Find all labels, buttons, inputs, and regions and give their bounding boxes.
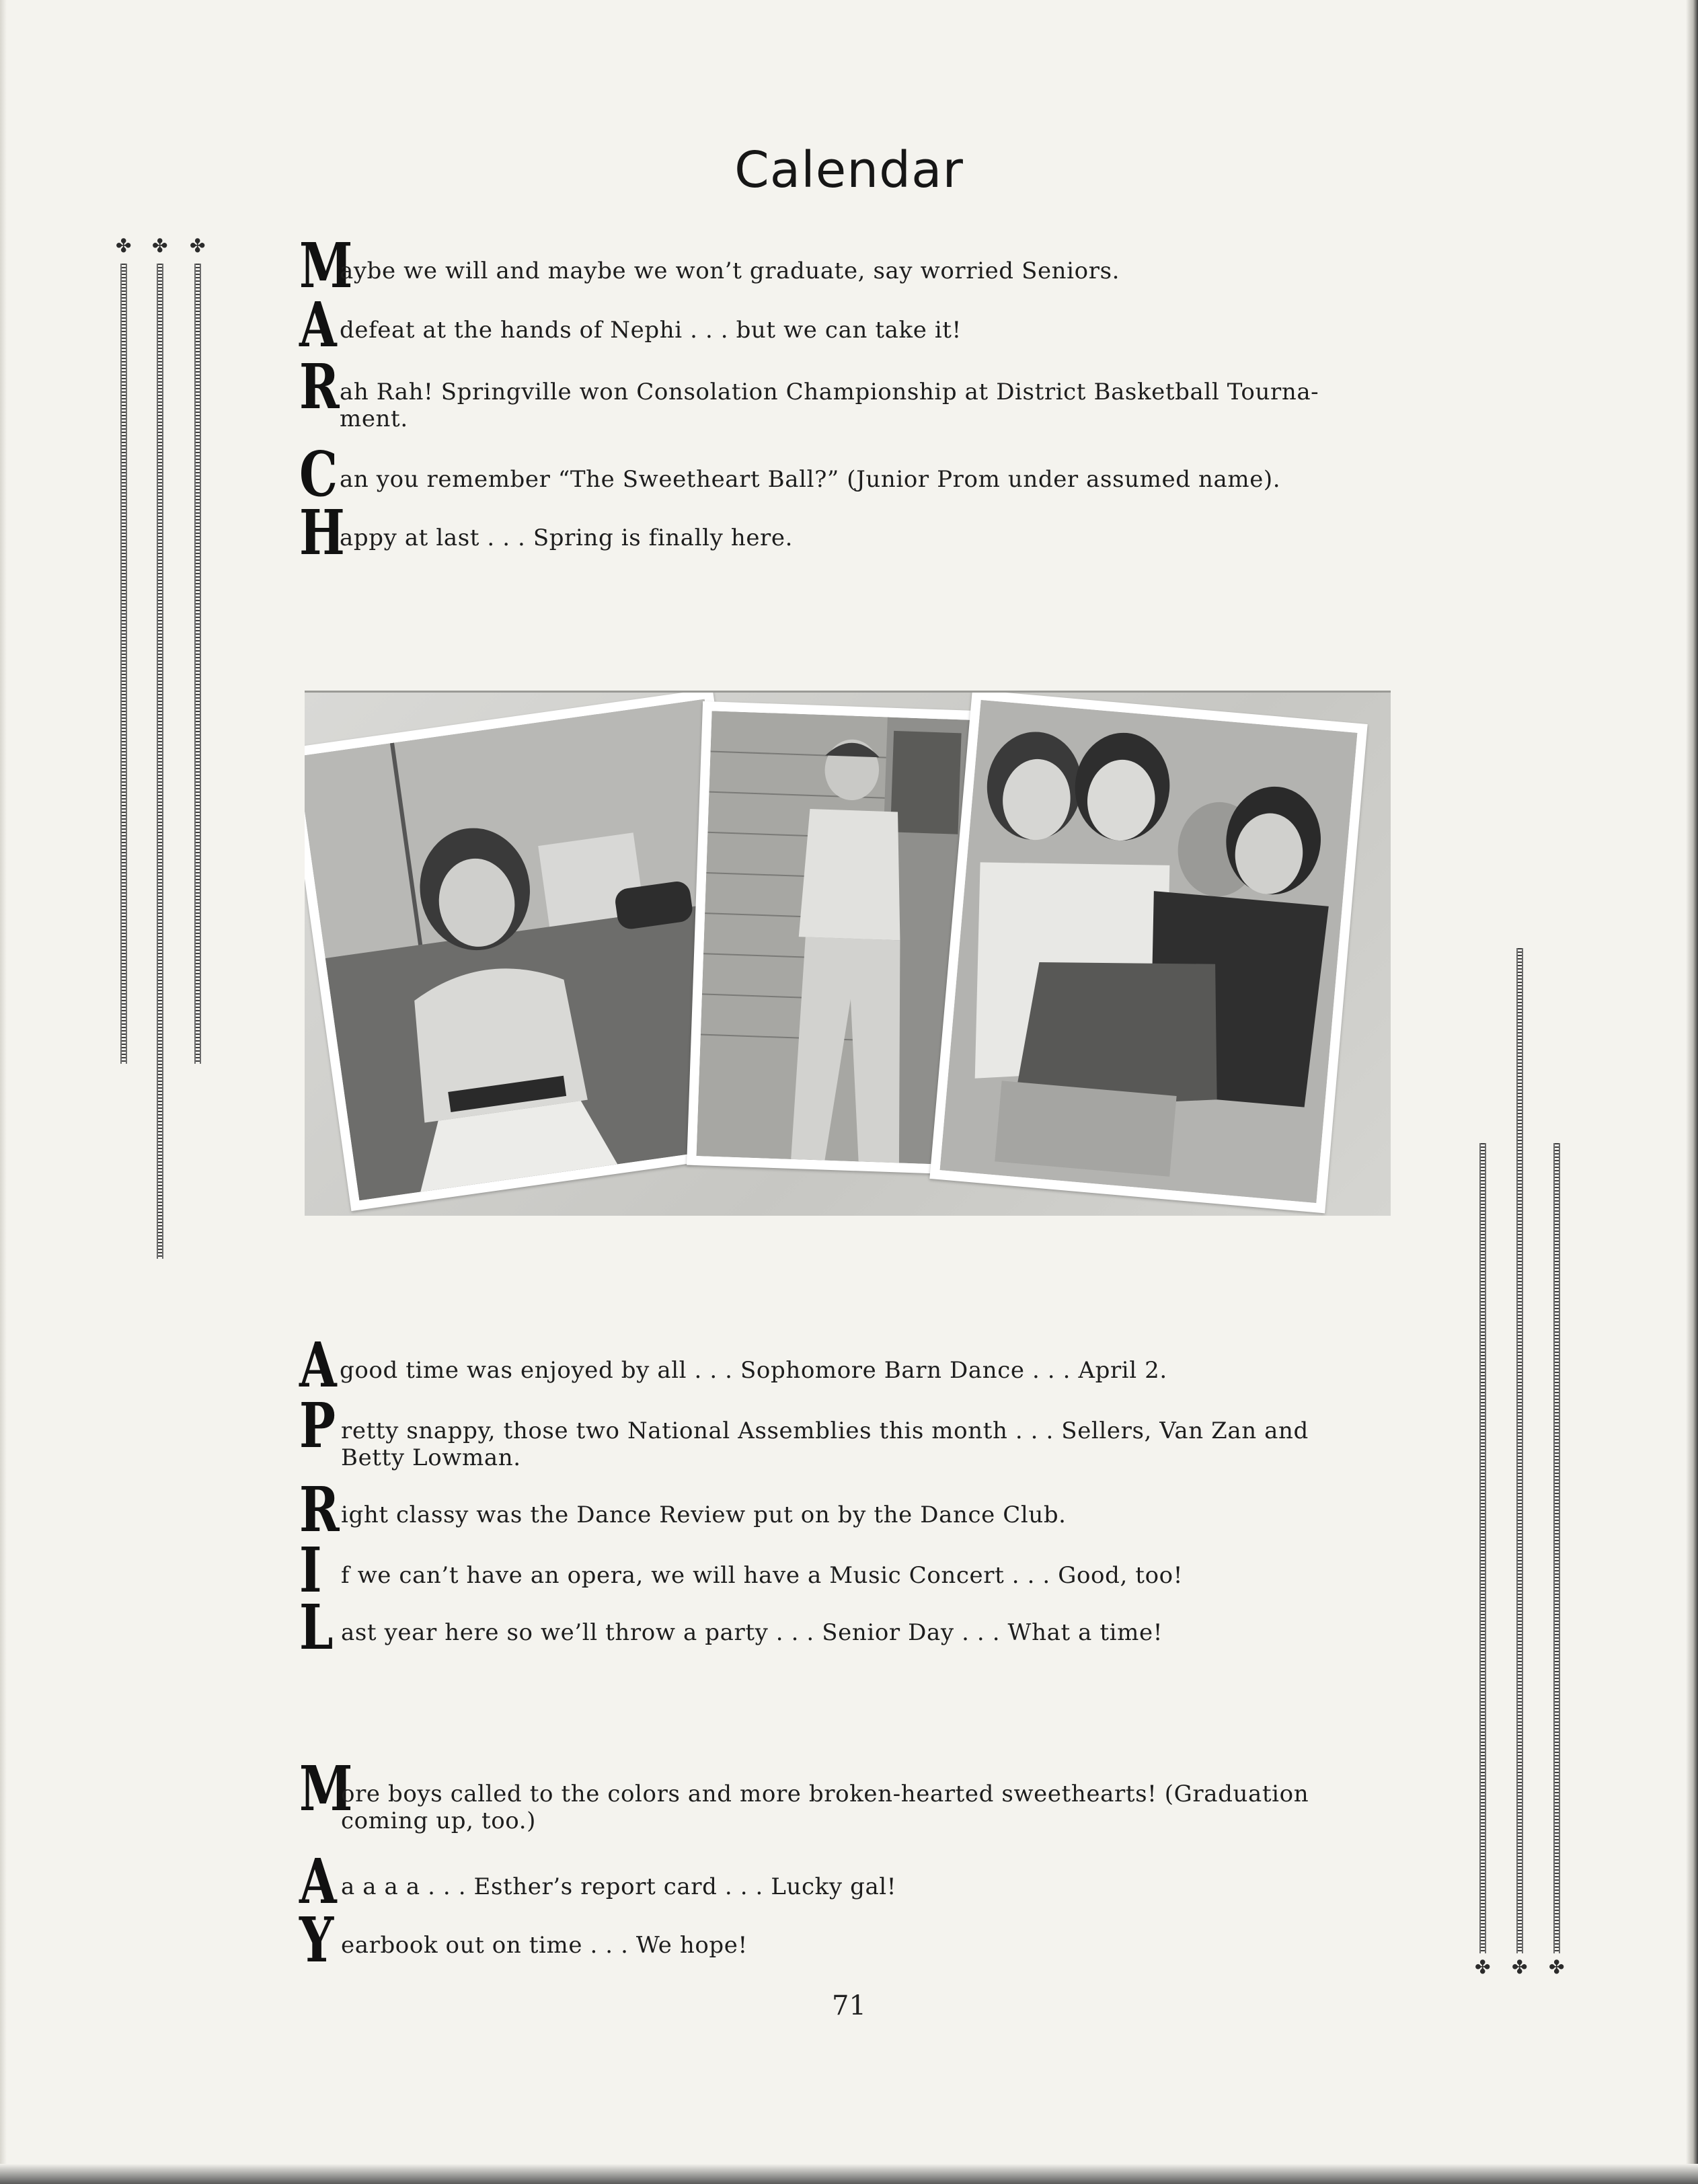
entry-text: ight classy was the Dance Review put on by the Dance Club. — [341, 1502, 1067, 1528]
entry-text-continued: Betty Lowman. — [341, 1444, 521, 1471]
entry-text: retty snappy, those two National Assemblies this month . . . Sellers, Van Zan and — [341, 1417, 1309, 1444]
ornament-icon: ✤ — [1549, 1956, 1565, 1978]
photo-four-girls-hugging — [929, 691, 1367, 1213]
entry-text: appy at last . . . Spring is finally here. — [340, 524, 794, 551]
decorative-rule — [1553, 1143, 1560, 1953]
decorative-rule — [1516, 948, 1523, 1953]
page-title: Calendar — [734, 141, 964, 199]
initial-letter: M — [299, 229, 353, 302]
calendar-entry — [299, 1473, 1392, 1546]
initial-letter: P — [299, 1389, 336, 1462]
entry-text: aybe we will and maybe we won’t graduate, say worried Seniors. — [340, 258, 1120, 284]
initial-letter: A — [299, 1845, 337, 1918]
calendar-entry — [299, 350, 1392, 434]
calendar-entry — [299, 1752, 1392, 1836]
initial-letter: R — [299, 350, 340, 423]
decorative-rule — [157, 264, 163, 1259]
decorative-rule — [1479, 1143, 1486, 1953]
page-edge-right — [1686, 0, 1698, 2184]
decorative-rule — [194, 264, 201, 1064]
calendar-entry — [299, 229, 1392, 302]
entry-text: earbook out on time . . . We hope! — [341, 1932, 748, 1959]
ornament-icon: ✤ — [1475, 1956, 1491, 1978]
page-number: 71 — [832, 1990, 866, 2021]
initial-letter: A — [299, 1329, 337, 1401]
page-edge-bottom — [0, 2164, 1698, 2184]
initial-letter: I — [299, 1534, 322, 1606]
initial-letter: R — [299, 1473, 340, 1546]
ornament-icon: ✤ — [190, 235, 206, 257]
calendar-entry — [299, 438, 1392, 510]
initial-letter: Y — [299, 1904, 334, 1976]
initial-letter: L — [299, 1591, 334, 1664]
initial-letter: H — [299, 496, 345, 569]
entry-text: ast year here so we’ll throw a party . . . Senior Day . . . What a time! — [341, 1619, 1163, 1646]
page-edge-left — [0, 0, 7, 2184]
photo-collage — [305, 691, 1391, 1216]
calendar-entry — [299, 288, 1392, 361]
calendar-entry — [299, 1845, 1392, 1918]
calendar-entry — [299, 1904, 1392, 1976]
entry-text: defeat at the hands of Nephi . . . but we can take it! — [340, 317, 962, 344]
initial-letter: C — [299, 438, 338, 510]
entry-text-continued: ment. — [340, 405, 408, 432]
calendar-entry — [299, 1591, 1392, 1664]
entry-text: an you remember “The Sweetheart Ball?” (Junior Prom under assumed name). — [340, 466, 1281, 493]
entry-text-continued: coming up, too.) — [341, 1807, 537, 1834]
calendar-entry — [299, 496, 1392, 569]
decorative-rule — [120, 264, 127, 1064]
ornament-icon: ✤ — [116, 235, 132, 257]
entry-text: ah Rah! Springville won Consolation Championship at District Basketball Tourna- — [340, 379, 1319, 405]
entry-text: ore boys called to the colors and more broken-hearted sweethearts! (Graduation — [341, 1781, 1309, 1807]
ornament-icon: ✤ — [152, 235, 168, 257]
entry-text: f we can’t have an opera, we will have a Music Concert . . . Good, too! — [341, 1562, 1183, 1589]
initial-letter: A — [299, 288, 337, 361]
ornament-icon: ✤ — [1512, 1956, 1528, 1978]
entry-text: a a a a . . . Esther’s report card . . . Lucky gal! — [341, 1873, 897, 1900]
calendar-entry — [299, 1389, 1392, 1473]
entry-text: good time was enjoyed by all . . . Sophomore Barn Dance . . . April 2. — [340, 1357, 1167, 1384]
initial-letter: M — [299, 1752, 353, 1825]
calendar-entry — [299, 1534, 1392, 1606]
calendar-entry — [299, 1329, 1392, 1401]
